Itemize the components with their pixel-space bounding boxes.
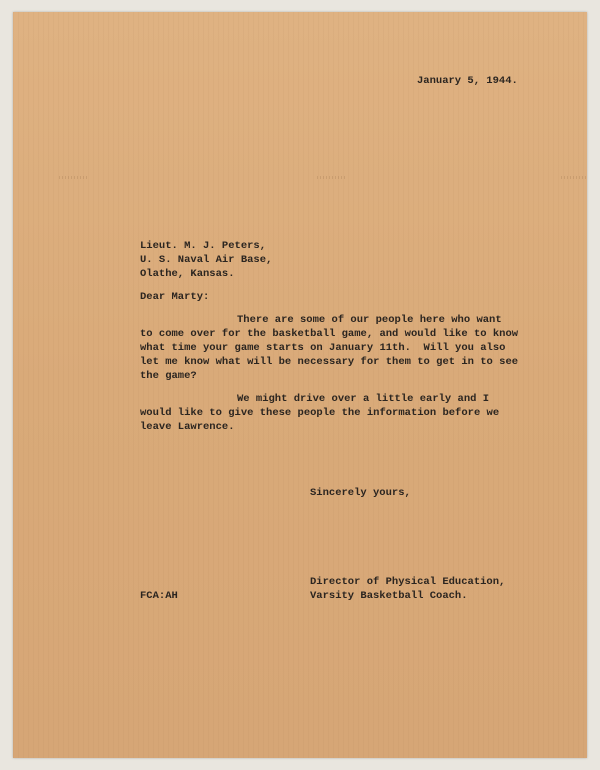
salutation: Dear Marty: bbox=[140, 291, 210, 303]
body-paragraph-1-line: There are some of our people here who want bbox=[237, 314, 502, 326]
body-paragraph-2-line: leave Lawrence. bbox=[140, 421, 235, 433]
letter-date: January 5, 1944. bbox=[417, 75, 518, 87]
signature-title: Director of Physical Education, bbox=[310, 576, 506, 588]
recipient-address-line: U. S. Naval Air Base, bbox=[140, 254, 273, 266]
body-paragraph-2-line: would like to give these people the information before we bbox=[140, 407, 500, 419]
body-paragraph-1-line: to come over for the basketball game, and would like to know bbox=[140, 328, 519, 340]
paper-mark bbox=[59, 176, 89, 179]
recipient-address-line: Olathe, Kansas. bbox=[140, 268, 235, 280]
body-paragraph-1-line: the game? bbox=[140, 370, 197, 382]
paper-mark bbox=[561, 176, 587, 179]
body-paragraph-1-line: what time your game starts on January 11th. Will you also bbox=[140, 342, 506, 354]
paper-mark bbox=[317, 176, 347, 179]
closing: Sincerely yours, bbox=[310, 487, 411, 499]
letter-page bbox=[13, 12, 587, 758]
recipient-name: Lieut. M. J. Peters, bbox=[140, 240, 267, 252]
body-paragraph-2-line: We might drive over a little early and I bbox=[237, 393, 490, 405]
signature-title: Varsity Basketball Coach. bbox=[310, 590, 468, 602]
reference-initials: FCA:AH bbox=[140, 590, 178, 602]
body-paragraph-1-line: let me know what will be necessary for them to get in to see bbox=[140, 356, 519, 368]
